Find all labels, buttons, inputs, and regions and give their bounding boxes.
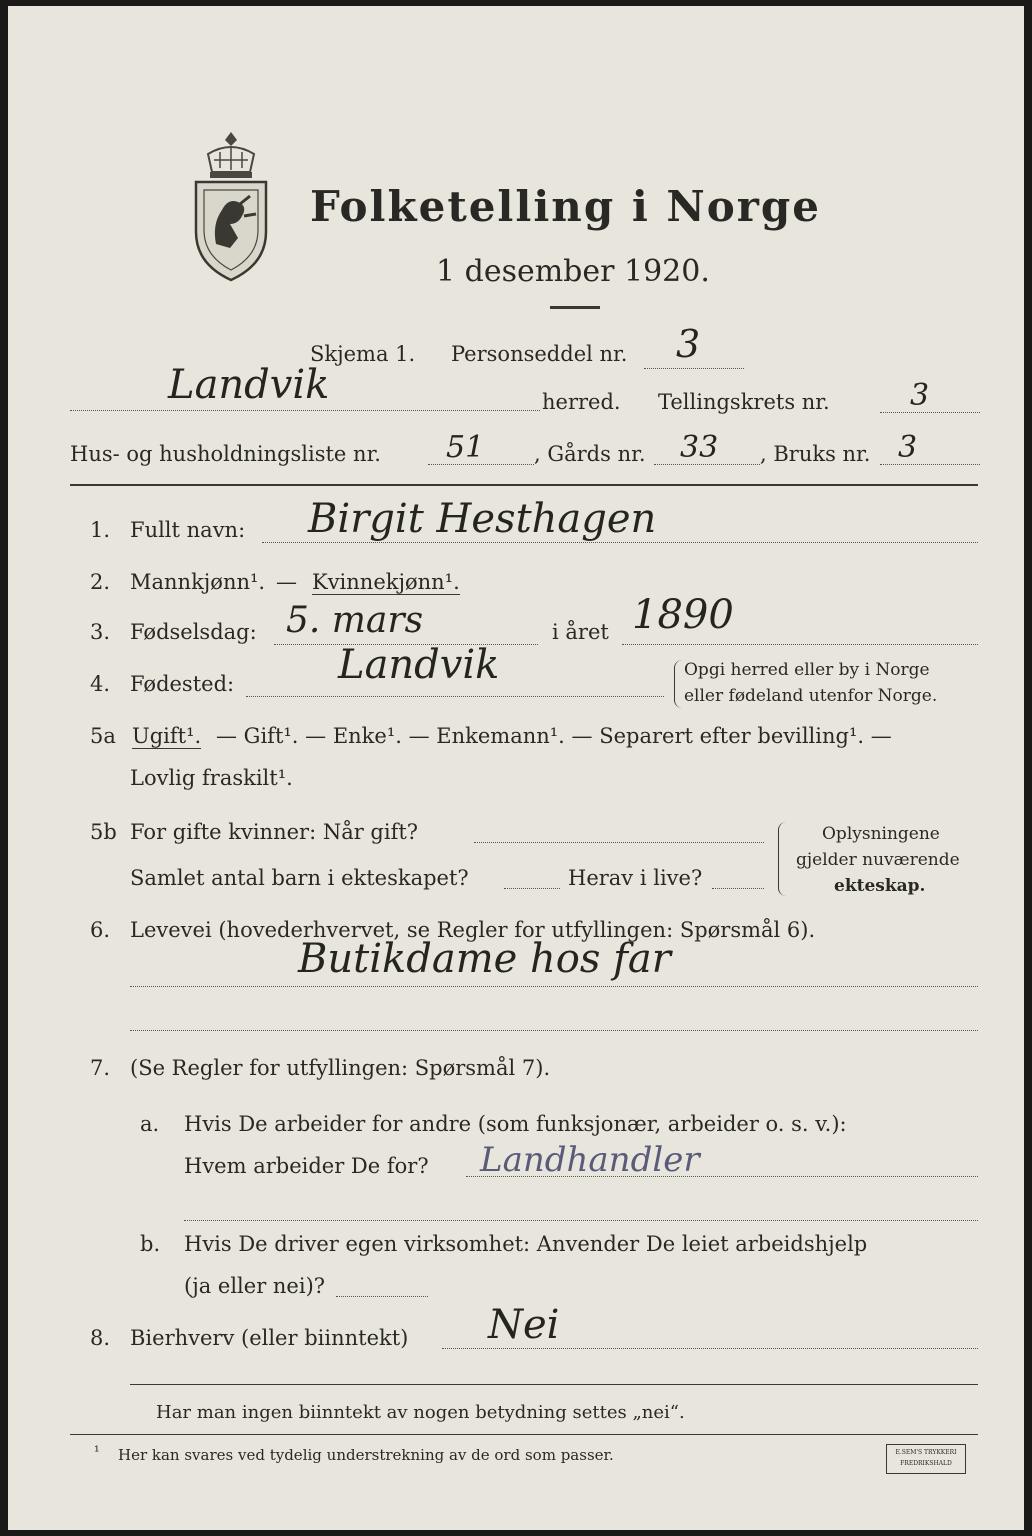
q3-birthday-value: 5. mars (286, 600, 424, 641)
footnote-text: Her kan svares ved tydelig understrekning av de ord som passer. (118, 1446, 614, 1464)
q5b-line2a: Samlet antal barn i ekteskapet? (130, 866, 469, 890)
bruks-field-line (880, 464, 980, 465)
q7b-field-line (336, 1296, 428, 1297)
hus-value: 51 (446, 430, 485, 465)
footnote-mark: ¹ (94, 1444, 100, 1460)
bruks-value: 3 (898, 430, 918, 465)
q1-field-line (262, 542, 978, 543)
q3-year-label: i året (552, 620, 609, 644)
q4-note-brace (674, 660, 683, 708)
q6-occupation-value: Butikdame hos far (298, 936, 671, 982)
footnote-rule (70, 1434, 978, 1435)
q6-number: 6. (90, 918, 111, 942)
q7b-marker: b. (140, 1232, 161, 1256)
q4-note-line1: Opgi herred eller by i Norge (684, 660, 930, 680)
q7a-marker: a. (140, 1112, 160, 1136)
tellingskrets-field-line (880, 412, 980, 413)
q1-full-name-value: Birgit Hesthagen (308, 496, 657, 542)
q6-field-line-2 (130, 1030, 978, 1031)
q3-year-value: 1890 (632, 592, 734, 638)
title-divider (550, 306, 600, 309)
q7a-field-line-2 (184, 1220, 978, 1221)
q5a-line2: Lovlig fraskilt¹. (130, 766, 293, 790)
q8-number: 8. (90, 1326, 111, 1350)
q8-side-income-value: Nei (488, 1302, 560, 1348)
q5b-note-brace (778, 822, 789, 896)
q3-year-field-line (622, 644, 978, 645)
census-date: 1 desember 1920. (436, 254, 710, 289)
herred-value: Landvik (168, 362, 330, 408)
printer-stamp-line2: FREDRIKSHALD (900, 1460, 952, 1467)
herred-label: herred. (542, 390, 621, 414)
norway-coat-of-arms-icon (186, 124, 276, 284)
q7a-line1: Hvis De arbeider for andre (som funksjonær, arbeider o. s. v.): (184, 1112, 847, 1136)
q5b-note-line1: Oplysningene (822, 824, 940, 844)
q8-field-line (442, 1348, 978, 1349)
q4-field-line (246, 696, 664, 697)
q5b-number: 5b (90, 820, 117, 844)
hus-label: Hus- og husholdningsliste nr. (70, 442, 381, 466)
q2-dash: — (276, 570, 297, 594)
tellingskrets-value: 3 (910, 378, 930, 413)
q6-field-line-1 (130, 986, 978, 987)
q5b-note-line3: ekteskap. (834, 876, 926, 896)
q8-label: Bierhverv (eller biinntekt) (130, 1326, 409, 1350)
gards-value: 33 (680, 430, 719, 465)
personseddel-value: 3 (676, 322, 701, 366)
footer-rule (130, 1384, 978, 1385)
personseddel-label: Personseddel nr. (451, 342, 628, 366)
q5b-when-married-field-line (474, 842, 764, 843)
q5a-number: 5a (90, 724, 116, 748)
q7b-line1: Hvis De driver egen virksomhet: Anvender De leiet arbeidshjelp (184, 1232, 868, 1256)
q5b-alive-field-line (712, 888, 764, 889)
herred-field-line (70, 410, 540, 411)
q7a-employer-value: Landhandler (480, 1140, 700, 1180)
q2-male-option: Mannkjønn¹. (130, 570, 266, 594)
q5b-children-field-line (504, 888, 560, 889)
q3-label: Fødselsdag: (130, 620, 257, 644)
form-title: Folketelling i Norge (310, 182, 822, 231)
q7-label: (Se Regler for utfyllingen: Spørsmål 7). (130, 1056, 551, 1080)
q5a-marital-options: — Gift¹. — Enke¹. — Enkemann¹. — Separert efter bevilling¹. — (216, 724, 892, 748)
tellingskrets-label: Tellingskrets nr. (658, 390, 830, 414)
header-rule (70, 484, 978, 486)
q6-label: Levevei (hovederhvervet, se Regler for utfyllingen: Spørsmål 6). (130, 918, 816, 942)
personseddel-field-line (644, 368, 744, 369)
q2-number: 2. (90, 570, 111, 594)
q7a-line2: Hvem arbeider De for? (184, 1154, 429, 1178)
census-form-page (8, 6, 1024, 1530)
gards-label: , Gårds nr. (534, 442, 646, 466)
q1-number: 1. (90, 518, 111, 542)
q3-number: 3. (90, 620, 111, 644)
q2-female-option-underlined: Kvinnekjønn¹. (312, 570, 460, 594)
q4-number: 4. (90, 672, 111, 696)
q1-label: Fullt navn: (130, 518, 246, 542)
q5a-ugift-option-underlined: Ugift¹. (132, 724, 202, 748)
q4-note-line2: eller fødeland utenfor Norge. (684, 686, 938, 706)
q5b-line2b: Herav i live? (568, 866, 703, 890)
q4-birthplace-value: Landvik (338, 642, 500, 688)
q7b-line2: (ja eller nei)? (184, 1274, 326, 1298)
q5b-note-line2: gjelder nuværende (796, 850, 960, 870)
bruks-label: , Bruks nr. (760, 442, 871, 466)
q5b-line1: For gifte kvinner: Når gift? (130, 820, 419, 844)
skjema-label: Skjema 1. (310, 342, 416, 366)
printer-stamp (886, 1444, 966, 1474)
printer-stamp-line1: E.SEM'S TRYKKERI (895, 1449, 957, 1456)
footer-note: Har man ingen biinntekt av nogen betydning settes „nei“. (156, 1402, 685, 1423)
q7-number: 7. (90, 1056, 111, 1080)
q4-label: Fødested: (130, 672, 235, 696)
